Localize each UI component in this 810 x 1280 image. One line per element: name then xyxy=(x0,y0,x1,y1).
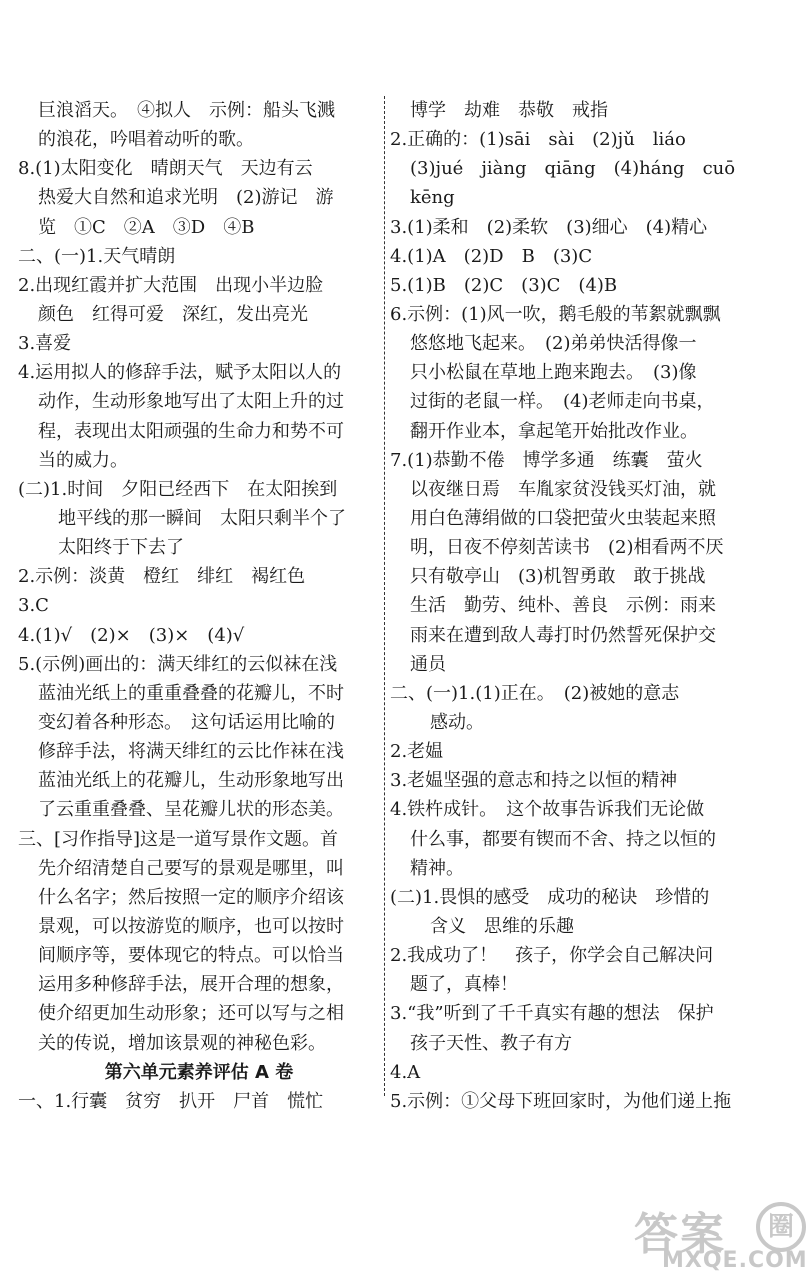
text-line: 5.示例：①父母下班回家时，为他们递上拖 xyxy=(390,1090,732,1112)
text-line: 7.(1)恭勤不倦 博学多通 练囊 萤火 xyxy=(390,449,703,471)
text-line: 3.老媪坚强的意志和持之以恒的精神 xyxy=(390,770,678,792)
text-line: 只有敬亭山 (3)机智勇敢 敢于挑战 xyxy=(410,566,706,588)
text-line: 2.示例：淡黄 橙红 绯红 褐红色 xyxy=(18,566,306,588)
text-line: 景观，可以按游览的顺序，也可以按时 xyxy=(38,915,344,937)
text-line: 修辞手法，将满天绯红的云比作袜在浅 xyxy=(38,741,344,763)
column-divider xyxy=(384,96,385,1096)
text-line: 颜色 红得可爱 深红，发出亮光 xyxy=(38,303,308,325)
text-line: 热爱大自然和追求光明 (2)游记 游 xyxy=(38,187,334,209)
text-line: 博学 劫难 恭敬 戒指 xyxy=(410,100,608,121)
text-line: 4.铁杵成针。 这个故事告诉我们无论做 xyxy=(390,799,705,821)
text-line: 翻开作业本，拿起笔开始批改作业。 xyxy=(410,420,698,442)
text-line: 雨来在遭到敌人毒打时仍然誓死保护交 xyxy=(410,624,716,646)
text-line: 变幻着各种形态。 这句话运用比喻的 xyxy=(38,711,335,733)
text-line: 使介绍更加生动形象；还可以写与之相 xyxy=(38,1003,344,1025)
text-line: 3.(1)柔和 (2)柔软 (3)细心 (4)精心 xyxy=(390,216,708,238)
text-line: 明，日夜不停刻苦读书 (2)相看两不厌 xyxy=(410,537,724,559)
text-line: 4.(1)√ (2)× (3)× (4)√ xyxy=(18,624,245,646)
text-line: (二)1.畏惧的感受 成功的秘诀 珍惜的 xyxy=(390,886,710,908)
text-line: 二、(一)1.天气晴朗 xyxy=(18,245,176,267)
text-line: (二)1.时间 夕阳已经西下 在太阳挨到 xyxy=(18,478,338,500)
text-line: 程，表现出太阳顽强的生命力和势不可 xyxy=(38,420,344,442)
text-line: 什么名字；然后按照一定的顺序介绍该 xyxy=(38,886,344,908)
text-line: 3.“我”听到了千千真实有趣的想法 保护 xyxy=(390,1003,714,1025)
text-line: 太阳终于下去了 xyxy=(58,537,184,559)
text-line: 以夜继日焉 车胤家贫没钱买灯油，就 xyxy=(410,478,716,500)
text-line: 5.(1)B (2)C (3)C (4)B xyxy=(390,274,618,296)
text-line: 2.我成功了！ 孩子，你学会自己解决问 xyxy=(390,945,714,967)
text-line: 只小松鼠在草地上跑来跑去。 (3)像 xyxy=(410,362,697,384)
text-line: 悠悠地飞起来。 (2)弟弟快活得像一 xyxy=(410,333,697,355)
text-line: 2.正确的：(1)sāi sài (2)jǔ liáo xyxy=(390,129,686,151)
text-line: 4.运用拟人的修辞手法，赋予太阳以人的 xyxy=(18,362,342,384)
text-line: 5.(示例)画出的：满天绯红的云似袜在浅 xyxy=(18,653,338,675)
text-line: 感动。 xyxy=(430,711,484,733)
text-line: 二、(一)1.(1)正在。 (2)被她的意志 xyxy=(390,682,680,704)
section-title: 第六单元素养评估 A 卷 xyxy=(104,1061,294,1083)
text-line: 关的传说，增加该景观的神秘色彩。 xyxy=(38,1032,326,1054)
text-line: 4.A xyxy=(390,1061,421,1083)
text-line: 孩子天性、教子有方 xyxy=(410,1032,572,1054)
text-line: 题了，真棒！ xyxy=(410,974,518,996)
text-line: 一、1.行囊 贫穷 扒开 尸首 慌忙 xyxy=(18,1090,324,1112)
text-line: 2.老媪 xyxy=(390,741,444,763)
text-line: 的浪花，吟唱着动听的歌。 xyxy=(38,129,254,151)
text-line: 了云重重叠叠、呈花瓣儿状的形态美。 xyxy=(38,799,344,821)
text-line: 用白色薄绢做的口袋把萤火虫装起来照 xyxy=(410,507,716,529)
text-line: kēng xyxy=(410,187,455,209)
watermark-main-text: 答案 xyxy=(634,1209,726,1260)
text-line: 精神。 xyxy=(410,857,464,879)
text-line: 通员 xyxy=(410,653,446,675)
text-line: 当的威力。 xyxy=(38,449,128,471)
text-line: 三、[习作指导]这是一道写景作文题。首 xyxy=(18,828,339,850)
text-line: 含义 思维的乐趣 xyxy=(430,915,574,937)
text-line: 蓝油光纸上的花瓣儿，生动形象地写出 xyxy=(38,770,344,792)
text-line: 4.(1)A (2)D B (3)C xyxy=(390,245,593,267)
text-line: 什么事，都要有锲而不舍、持之以恒的 xyxy=(410,828,716,850)
text-line: 动作，生动形象地写出了太阳上升的过 xyxy=(38,391,344,413)
text-line: 过街的老鼠一样。 (4)老师走向书桌， xyxy=(410,391,715,413)
text-line: 地平线的那一瞬间 太阳只剩半个了 xyxy=(58,507,346,529)
text-line: 3.喜爱 xyxy=(18,333,72,355)
watermark-domain-text: MXQE.COM xyxy=(662,1248,808,1273)
text-line: 3.C xyxy=(18,595,49,617)
text-line: 蓝油光纸上的重重叠叠的花瓣儿，不时 xyxy=(38,682,344,704)
right-column xyxy=(390,96,794,1116)
left-column xyxy=(18,96,380,1116)
text-line: 8.(1)太阳变化 晴朗天气 天边有云 xyxy=(18,158,313,180)
text-line: 先介绍清楚自己要写的景观是哪里，叫 xyxy=(38,857,344,879)
watermark-circle-badge: 圈 xyxy=(756,1202,806,1252)
text-line: 运用多种修辞手法，展开合理的想象， xyxy=(38,974,344,996)
text-line: 间顺序等，要体现它的特点。可以恰当 xyxy=(38,945,344,967)
text-line: 2.出现红霞并扩大范围 出现小半边脸 xyxy=(18,274,324,296)
text-line: 巨浪滔天。 ④拟人 示例：船头飞溅 xyxy=(38,100,335,121)
text-line: (3)jué jiàng qiāng (4)háng cuō xyxy=(410,158,736,180)
text-line: 览 ①C ②A ③D ④B xyxy=(38,216,255,238)
text-line: 生活 勤劳、纯朴、善良 示例：雨来 xyxy=(410,595,716,617)
text-line: 6.示例：(1)风一吹，鹅毛般的苇絮就飘飘 xyxy=(390,303,721,325)
watermark-logo xyxy=(628,1198,808,1274)
